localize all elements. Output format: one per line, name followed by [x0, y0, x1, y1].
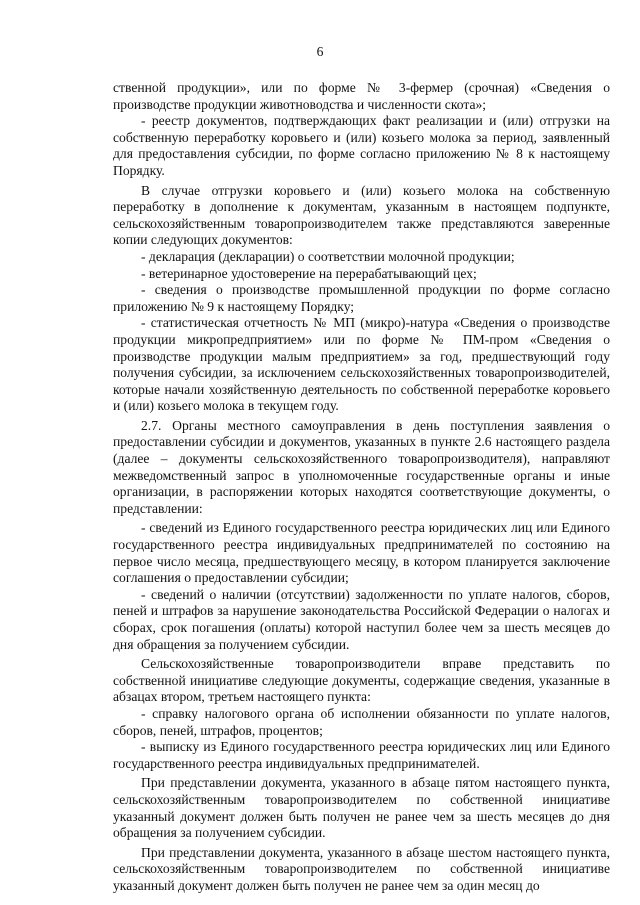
paragraph: - реестр документов, подтверждающих факт реализации и (или) отгрузки на собственную переработку коровьего и (или) козьего молока за период, заявленный для предоставления субсидии, по форме согласно приложению № 8 к настоящему Порядку. [113, 113, 610, 178]
paragraph: Сельскохозяйственные товаропроизводители вправе представить по собственной инициативе следующие документы, содержащие сведения, указанные в абзацах втором, третьем настоящего пункта: [113, 656, 610, 705]
paragraph: В случае отгрузки коровьего и (или) козьего молока на собственную переработку в дополнение к документам, указанным в настоящем подпункте, сельскохозяйственным товаропроизводителем также представляются заверенные копии следующих документов: [113, 182, 610, 248]
paragraph: - декларация (декларации) о соответствии молочной продукции; [141, 248, 515, 264]
paragraph: - выписку из Единого государственного реестра юридических лиц или Единого государственного реестра индивидуальных предпринимателей. [113, 739, 610, 771]
document-body [113, 80, 610, 895]
paragraph: 2.7. Органы местного самоуправления в день поступления заявления о предоставлении субсидии и документов, указанных в пункте 2.6 настоящего раздела (далее – документы сельскохозяйственного товаропроизводителя), направляют межведомственный запрос в уполномоченные государственные органы и иные организации, в распоряжении которых находятся соответствующие документы, о представлении: [113, 417, 610, 516]
paragraph: При представлении документа, указанного в абзаце шестом настоящего пункта, сельскохозяйственным товаропроизводителем по собственной инициативе указанный документ должен быть получен не ранее чем за один месяц до [113, 844, 610, 893]
paragraph: ственной продукции», или по форме № 3-фермер (срочная) «Сведения о производстве продукции животноводства и численности скота»; [113, 80, 610, 112]
paragraph: - ветеринарное удостоверение на перерабатывающий цех; [141, 265, 477, 281]
paragraph: При представлении документа, указанного в абзаце пятом настоящего пункта, сельскохозяйственным товаропроизводителем по собственной инициативе указанный документ должен быть получен не ранее чем за шесть месяцев до дня обращения за получением субсидии. [113, 775, 610, 841]
paragraph: - сведений из Единого государственного реестра юридических лиц или Единого государственного реестра индивидуальных предпринимателей по состоянию на первое число месяца, предшествующего месяцу, в котором планируется заключение соглашения о предоставлении субсидии; [113, 520, 610, 586]
paragraph: - справку налогового органа об исполнении обязанности по уплате налогов, сборов, пеней, штрафов, процентов; [113, 705, 610, 738]
paragraph: - сведений о наличии (отсутствии) задолженности по уплате налогов, сборов, пеней и штрафов за нарушение законодательства Российской Федерации о налогах и сборах, срок погашения (оплаты) которой наступил более чем за шесть месяцев до дня обращения за получением субсидии. [113, 586, 610, 652]
paragraph: - сведения о производстве промышленной продукции по форме согласно приложению № 9 к настоящему Порядку; [113, 282, 610, 314]
paragraph: - статистическая отчетность № МП (микро)-натура «Сведения о производстве продукции микропредприятием» или по форме № ПМ-пром «Сведения о производстве продукции малым предприятием» за год, предшествующий году получения субсидии, за исключением сельскохозяйственных товаропроизводителей, которые начали хозяйственную деятельность по собственной переработке коровьего и (или) козьего молока в текущем году. [113, 315, 610, 414]
page-number: 6 [316, 44, 324, 59]
